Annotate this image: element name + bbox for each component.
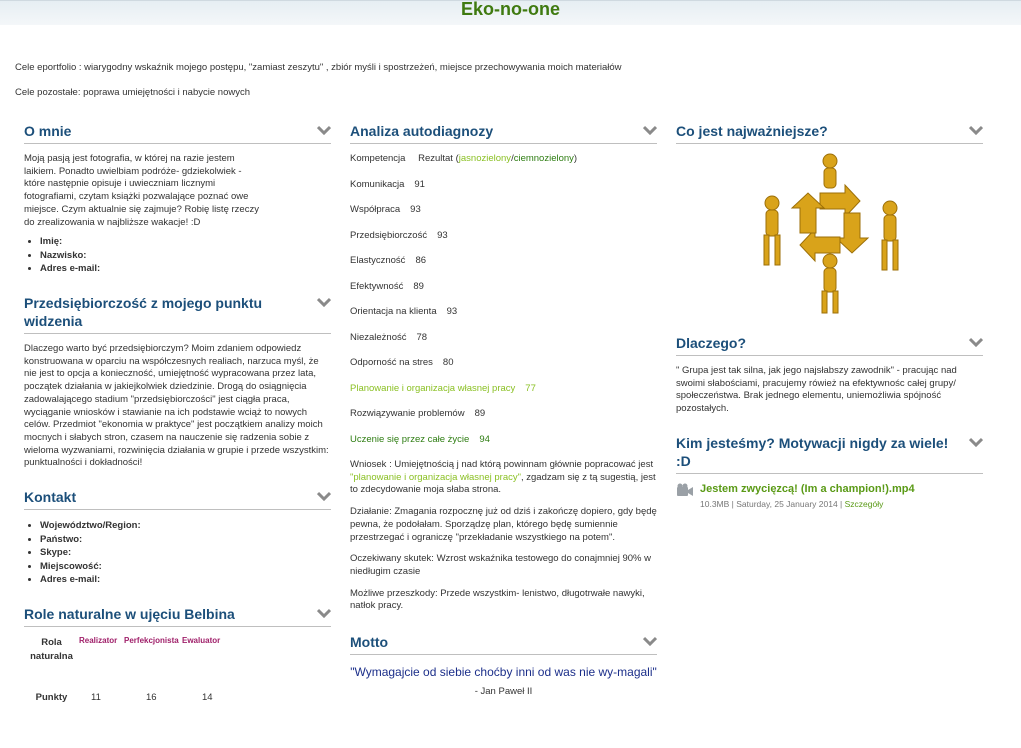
- chevron-down-icon[interactable]: [317, 608, 331, 618]
- diagnosis-rows: [350, 179, 657, 460]
- competence-name: Efektywność: [350, 280, 404, 292]
- site-title[interactable]: Eko-no-one: [461, 0, 560, 19]
- diagnosis-header: [350, 153, 657, 179]
- block-header: [676, 434, 983, 474]
- competence-label: Kompetencja: [350, 153, 406, 164]
- belbin-points: 11: [91, 692, 101, 703]
- conclusion-text: , zgadzam się z tą sugestią, jest to zdecydowanie moja słaba strona.: [350, 471, 656, 496]
- separator: |: [729, 498, 737, 509]
- diagnosis-row: [350, 179, 657, 205]
- about-block: [24, 122, 331, 276]
- block-header: [676, 122, 983, 144]
- chevron-down-icon[interactable]: [317, 491, 331, 501]
- separator: |: [837, 498, 845, 509]
- why-text: " Grupa jest tak silna, jak jego najsłabszy zawodnik" - pracując nad swoimi słabościami, pracujemy rówież na efektywnośc całej grupy/ społeczeństwa. Brak jednego elementu, uniemożliwia spójność pozostałych.: [676, 365, 957, 415]
- why-block: [676, 334, 983, 416]
- competence-score: 93: [446, 306, 458, 317]
- diagnosis-row: [350, 230, 657, 256]
- competence-name: Niezależność: [350, 331, 407, 343]
- diagnosis-row: [350, 408, 657, 434]
- conclusion-text: Wniosek : Umiejętnością j nad którą powinnam głównie popracować jest: [350, 459, 654, 470]
- block-header: [350, 633, 657, 655]
- chevron-down-icon[interactable]: [643, 125, 657, 135]
- competence-score: 93: [437, 229, 448, 241]
- competence-score: 94: [479, 433, 490, 445]
- block-title: Role naturalne w ujęciu Belbina: [24, 606, 235, 622]
- competence-name: Przedsiębiorczość: [350, 229, 428, 241]
- contact-fields: [24, 519, 331, 587]
- chevron-down-icon[interactable]: [317, 125, 331, 135]
- chevron-down-icon[interactable]: [317, 297, 331, 307]
- file-item: [676, 483, 983, 509]
- competence-score: 91: [414, 178, 425, 190]
- block-header: [676, 334, 983, 356]
- competence-score: 89: [413, 280, 424, 292]
- field-email: • Adres e-mail:: [40, 573, 331, 587]
- contact-block: [24, 488, 331, 587]
- block-title: Kontakt: [24, 489, 77, 506]
- belbin-points-label: Punkty: [35, 692, 68, 703]
- video-file-icon: [676, 483, 694, 499]
- competence-name: Rozwiązywanie problemów: [350, 408, 465, 419]
- competence-score: 77: [525, 382, 536, 394]
- conclusion-highlight: "planowanie i organizacja własnej pracy": [350, 471, 521, 483]
- details-link[interactable]: Szczegóły: [844, 498, 884, 509]
- field-skype: • Skype:: [40, 546, 331, 560]
- goals-primary: Cele eportfolio : wiarygodny wskaźnik mojego postępu, "zamiast zeszytu" , zbiór myśli i spostrzeżeń, miejsce przechowywania moich materiałów: [15, 62, 622, 73]
- file-meta: [700, 499, 915, 509]
- competence-name: Komunikacja: [350, 178, 405, 190]
- belbin-role: Perfekcjonista: [124, 636, 179, 645]
- competence-score: 93: [410, 204, 421, 215]
- competence-name: Planowanie i organizacja własnej pracy: [350, 382, 516, 394]
- competence-name: Orientacja na klienta: [350, 306, 437, 317]
- site-header: [0, 0, 1021, 25]
- belbin-role: Realizator: [79, 636, 118, 645]
- obstacles-text: Możliwe przeszkody: Przede wszystkim- lenistwo, długotrwałe nawyki, natłok pracy.: [350, 587, 645, 612]
- field-email: • Adres e-mail:: [40, 262, 331, 276]
- competence-name: Elastyczność: [350, 255, 406, 266]
- column-middle: [350, 122, 657, 718]
- competence-score: 89: [474, 408, 486, 419]
- competence-name: Odporność na stres: [350, 357, 433, 368]
- block-title: Analiza autodiagnozy: [350, 123, 494, 139]
- block-title: Motto: [350, 634, 389, 651]
- competence-name: Współpraca: [350, 204, 401, 215]
- belbin-points: 14: [202, 692, 213, 703]
- diagnosis-row: [350, 434, 657, 460]
- belbin-points: 16: [146, 692, 157, 703]
- entrepreneurship-text: Dlaczego warto być przedsiębiorczym? Moim zdaniem odpowiedz konstruowana w oparciu na współczesnych realiach, narzuca myśl, że nie jest to opcja a konieczność, umiejętność wypracowana przez lata, początek działania w jakiejkolwiek dziedzinie. Drogą do osiągnięcia zadowalającego stadium "przedsiębiorczości" jest ciągła praca, wyciąganie wniosków i stawianie na ich podstawie wciąż to nowych celów. Przedmiot "ekonomia w praktyce" jest początkiem analizy moich mocnych i słabych stron, czasem na nauczenie się radzenia sobie z wieloma wyzwaniami, rozwinięcia działania w grupie i przede wszystkim: punktualności i dokładności!: [24, 343, 329, 469]
- diagnosis-row: [350, 383, 657, 409]
- block-title: Kim jesteśmy? Motywacji nigdy za wiele! :D: [676, 434, 949, 469]
- diagnosis-row: [350, 357, 657, 383]
- field-last-name: • Nazwisko:: [40, 249, 331, 263]
- belbin-role: Ewaluator: [182, 636, 221, 645]
- diagnosis-row: [350, 332, 657, 358]
- belbin-block: [24, 605, 331, 703]
- belbin-table: [24, 636, 232, 703]
- chevron-down-icon[interactable]: [969, 337, 983, 347]
- legend-dark-green: ciemnozielony: [513, 153, 574, 164]
- chevron-down-icon[interactable]: [643, 636, 657, 646]
- important-block: [676, 122, 983, 318]
- belbin-row-header: Rola naturalna: [30, 637, 73, 662]
- column-left: [24, 122, 331, 721]
- about-fields: [24, 235, 331, 276]
- block-header: [24, 605, 331, 627]
- teamwork-arrows-illustration: [750, 153, 910, 318]
- motto-quote: [350, 664, 657, 700]
- chevron-down-icon[interactable]: [969, 437, 983, 447]
- goals-other: Cele pozostałe: poprawa umiejętności i nabycie nowych: [15, 87, 250, 98]
- field-country: • Państwo:: [40, 533, 331, 547]
- block-title: O mnie: [24, 123, 72, 139]
- legend-light-green: jasnozielony: [458, 153, 512, 164]
- competence-name: Uczenie się przez całe życie: [350, 433, 470, 445]
- who-block: [676, 434, 983, 509]
- block-title: Dlaczego?: [676, 335, 747, 351]
- block-header: [24, 488, 331, 510]
- bracket: ): [573, 153, 578, 164]
- block-title: Przedsiębiorczość z mojego punktu widzenia: [24, 295, 263, 329]
- diagnosis-row: [350, 255, 657, 281]
- block-header: [24, 122, 331, 144]
- competence-score: 86: [415, 255, 427, 266]
- block-title: Co jest najważniejsze?: [676, 123, 828, 139]
- file-size: 10.3MB: [700, 498, 730, 509]
- entrepreneurship-block: [24, 294, 331, 470]
- field-first-name: • Imię:: [40, 235, 331, 249]
- field-region: • Województwo/Region:: [40, 519, 331, 533]
- about-text: Moją pasją jest fotografia, w której na razie jestem laikiem. Ponadto uwielbiam podróże- gdziekolwiek - które następnie opisuje i uwieczniam licznymi fotografiami, czytam książki pozwalające poznać owe miejsce. Czym aktualnie się zajmuje? Robię listę rzeczy do zrealizowania w najbliższe wakacje! :D: [24, 153, 259, 228]
- file-download-link[interactable]: Jestem zwycięzcą! (Im a champion!).mp4: [700, 482, 915, 495]
- chevron-down-icon[interactable]: [969, 125, 983, 135]
- file-date: Saturday, 25 January 2014: [736, 498, 838, 509]
- diagnosis-row: [350, 306, 657, 332]
- block-header: [350, 122, 657, 144]
- diagnosis-row: [350, 281, 657, 307]
- competence-score: 78: [416, 331, 428, 343]
- field-city: • Miejscowość:: [40, 560, 331, 574]
- quote-author: - Jan Paweł II: [474, 686, 533, 698]
- bracket: (: [455, 153, 459, 164]
- action-text: Działanie: Zmagania rozpocznę już od dziś i zakończę dopiero, gdy będę pewna, że podołałam. Sporządzę plan, którego będę sumiennie przestrzegać i ograniczę "przekładanie wszystkiego na potem".: [350, 506, 657, 543]
- diagnosis-row: [350, 204, 657, 230]
- quote-text: "Wymagajcie od siebie choćby inni od was nie wy-magali": [350, 665, 657, 680]
- result-label: Rezultat: [418, 153, 453, 164]
- column-right: [676, 122, 983, 527]
- effect-text: Oczekiwany skutek: Wzrost wskaźnika testowego do conajmniej 90% w niedługim czasie: [350, 553, 651, 577]
- conclusion: [350, 459, 657, 497]
- motto-block: [350, 633, 657, 700]
- slash: /: [511, 153, 514, 164]
- competence-score: 80: [442, 357, 454, 368]
- block-header: [24, 294, 331, 334]
- self-diagnosis-block: [350, 122, 657, 613]
